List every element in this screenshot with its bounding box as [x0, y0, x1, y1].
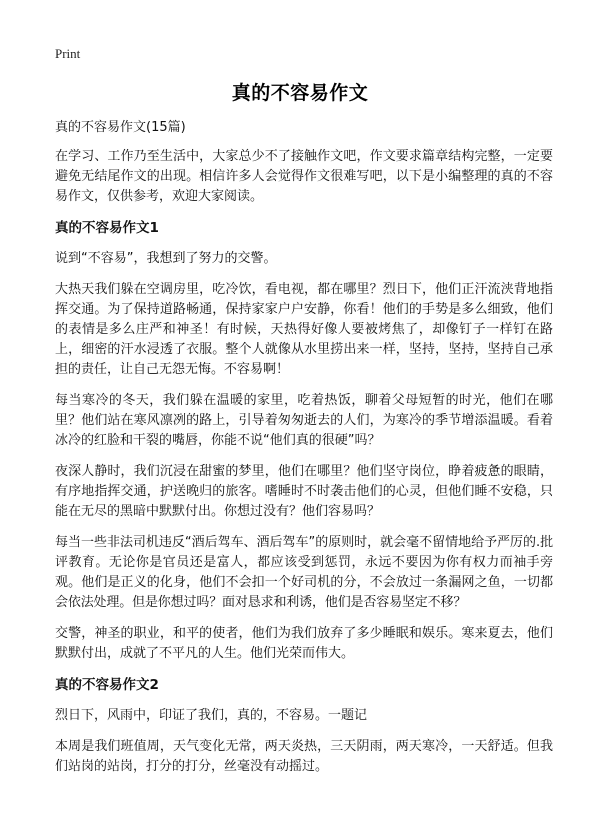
paragraph: 本周是我们班值周，天气变化无常，两天炎热，三天阴雨，两天寒冷，一天舒适。但我们站岗的站岗，打分的打分，丝毫没有动摇过。 — [55, 739, 553, 774]
paragraph: 说到“不容易”，我想到了努力的交警。 — [55, 251, 277, 266]
paragraph: 夜深人静时，我们沉浸在甜蜜的梦里，他们在哪里？他们坚守岗位，睁着疲惫的眼睛，有序地指挥交通，护送晚归的旅客。嗜睡时不时袭击他们的心灵，但他们睡不安稳，只能在无尽的黑暗中默默付出。你想过没有？他们容易吗？ — [55, 464, 553, 519]
article-subtitle: 真的不容易作文(15篇) — [55, 120, 186, 135]
section-1 — [55, 218, 553, 664]
section-heading: 真的不容易作文1 — [55, 220, 159, 236]
intro-paragraph: 在学习、工作乃至生活中，大家总少不了接触作文吧，作文要求篇章结构完整，一定要避免无结尾作文的出现。相信许多人会觉得作文很难写吧，以下是小编整理的真的不容易作文，仅供参考，欢迎大家阅读。 — [55, 149, 553, 204]
print-link[interactable]: Print — [55, 46, 81, 61]
paragraph: 烈日下，风雨中，印证了我们，真的，不容易。一题记 — [55, 708, 368, 723]
section-heading: 真的不容易作文2 — [55, 677, 159, 693]
section-2 — [55, 675, 553, 777]
paragraph: 每当一些非法司机违反“酒后驾车、酒后驾车”的原则时，就会毫不留情地给予严厉的.批评教育。无论你是官员还是富人，都应该受到惩罚，永远不要因为你有权力而袖手旁观。他们是正义的化身，他们不会扣一个好司机的分，不会放过一条漏网之鱼，一切都会依法处理。但是你想过吗？面对恳求和利诱，他们是否容易坚定不移？ — [55, 535, 553, 610]
paragraph: 大热天我们躲在空调房里，吃冷饮，看电视，都在哪里？烈日下，他们正汗流浃背地指挥交通。为了保持道路畅通，保持家家户户安静，你看！他们的手势是多么细致，他们的表情是多么庄严和神圣！有时候，天热得好像人要被烤焦了，却像钉子一样钉在路上，细密的汗水浸透了衣服。整个人就像从水里捞出来一样，坚持，坚持，坚持自己承担的责任，让自己无怨无悔。不容易啊！ — [55, 282, 553, 377]
article-body — [55, 118, 553, 788]
page-title: 真的不容易作文 — [231, 82, 369, 104]
paragraph: 每当寒冷的冬天，我们躲在温暖的家里，吃着热饭，聊着父母短暂的时光，他们在哪里？他们站在寒风凛冽的路上，引导着匆匆逝去的人们，为寒冷的季节增添温暖。看着冰冷的红脸和干裂的嘴唇，你能不说“他们真的很硬”吗？ — [55, 393, 553, 448]
paragraph: 交警，神圣的职业，和平的使者，他们为我们放弃了多少睡眠和娱乐。寒来夏去，他们默默付出，成就了不平凡的人生。他们光荣而伟大。 — [55, 626, 553, 661]
